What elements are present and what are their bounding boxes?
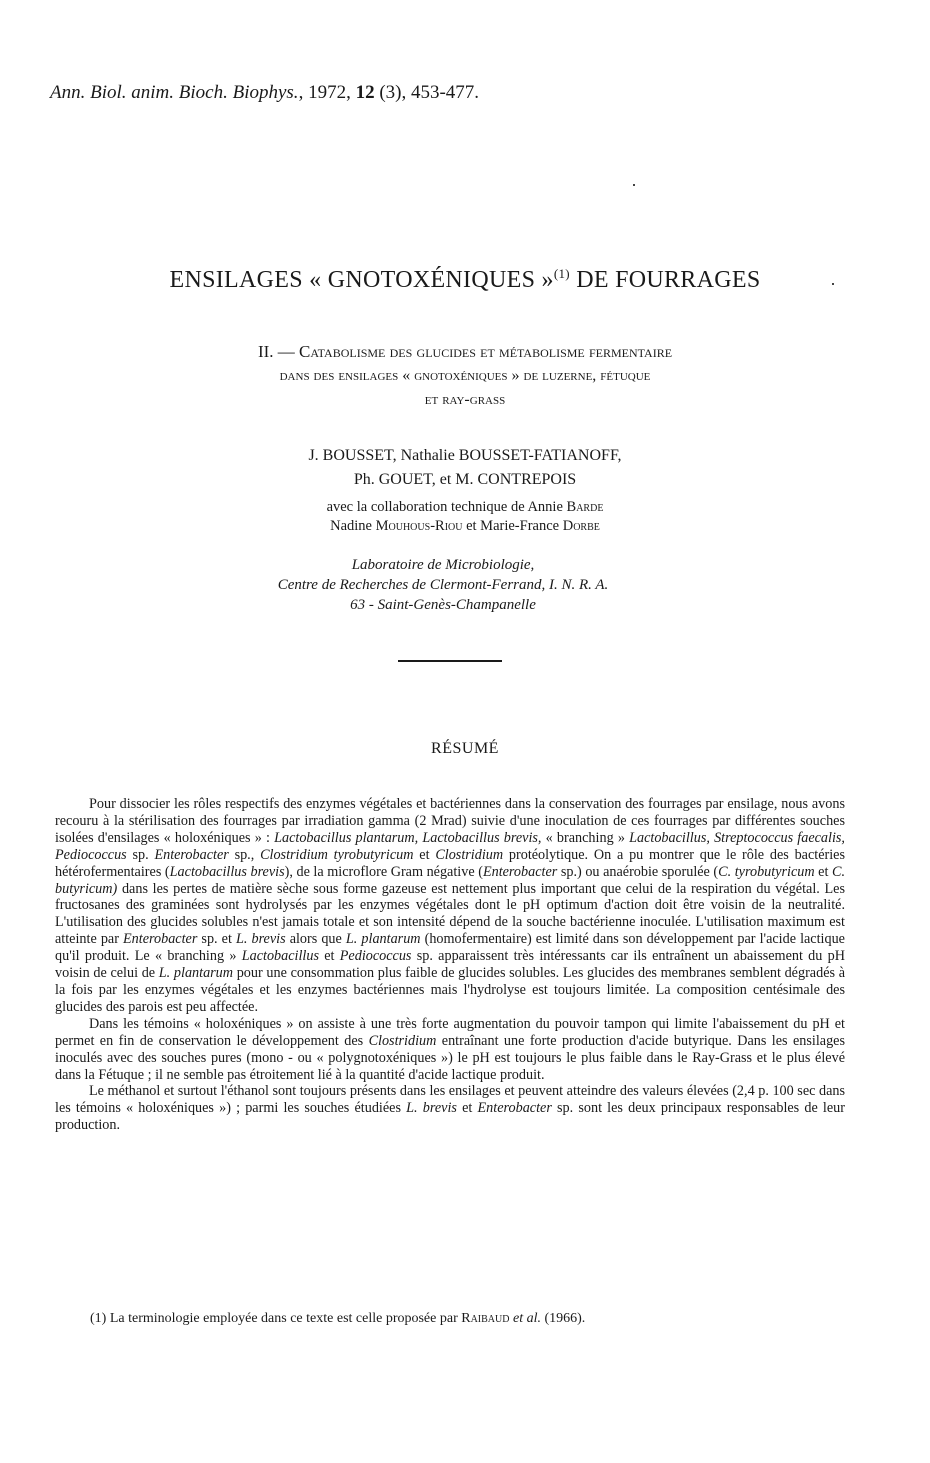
collaboration-text: Nadine: [330, 518, 376, 534]
laboratory-line-2: Centre de Recherches de Clermont-Ferrand, I. N. R. A.: [277, 577, 609, 593]
article-title: [0, 266, 930, 294]
text-run: Pour dissocier les rôles respectifs des enzymes végétales et bactériennes dans la conservation des fourrages par ensilage, nous avons recouru à la stérilisation des fourrages par irradiation gamma (2 Mrad) suivie d'une inoculation de ces fourrages par différentes souches isolées d'ensilages « holoxéniques » :: [55, 796, 845, 846]
species-name: L. plantarum: [345, 931, 421, 948]
footnote-year: (1966).: [540, 1311, 586, 1326]
text-run: dans les pertes de matière sèche sous forme gazeuse est nettement plus important que celui de la respiration du végétal. Les fructosanes des graminées sont hydrolysés par les enzymes végétales dont le pH optimum d'action doit être voisin de la neutralité. L'utilisation des glucides solubles n'est jamais totale et son intensité dépend de la souche bactérienne inoculée. L'utilisation maximum est atteinte par: [55, 880, 845, 948]
text-run: et: [413, 846, 436, 863]
laboratory-line-1: Laboratoire de Microbiologie,: [351, 557, 535, 573]
subtitle-line-1: II. — Catabolisme des glucides et métabolisme fermentaire: [257, 342, 673, 361]
citation-volume: 12: [355, 82, 375, 103]
journal-citation: [50, 82, 750, 104]
text-run: sp. sont les deux principaux responsables de leur production.: [55, 1100, 845, 1134]
species-name: Enterobacter: [123, 931, 198, 948]
text-run: sp. apparaissent très intéressants car ils entraînent un abaissement du pH voisin de celui de: [55, 948, 845, 982]
text-run: ), de la microflore Gram négative (: [284, 863, 483, 880]
laboratory-line-3: 63 - Saint-Genès-Champanelle: [350, 597, 536, 613]
citation-year: , 1972,: [298, 82, 356, 103]
footnote-text: La terminologie employée dans ce texte est celle proposée par: [106, 1311, 462, 1326]
journal-name: Ann. Biol. anim. Bioch. Biophys.: [50, 82, 299, 103]
article-subtitle: [100, 340, 830, 412]
species-name: L. brevis: [406, 1100, 457, 1117]
species-name: Enterobacter: [482, 863, 558, 880]
text-run: protéolytique. On a pu montrer que le rôle des bactéries hétérofermentaires (: [55, 846, 845, 880]
section-heading: RÉSUMÉ: [431, 740, 499, 757]
text-run: et: [456, 1100, 478, 1117]
species-name: Pediococcus: [339, 948, 412, 965]
title-text-end: DE FOURRAGES: [569, 267, 761, 293]
collaboration-text: avec la collaboration technique de Annie: [326, 499, 567, 515]
authors-line-1: J. BOUSSET, Nathalie BOUSSET-FATIANOFF,: [308, 447, 622, 464]
text-run: sp.) ou anaérobie sporulée (: [557, 863, 719, 880]
species-name: Enterobacter: [154, 846, 229, 863]
text-run: sp.,: [228, 846, 261, 863]
text-run: Le méthanol et surtout l'éthanol sont toujours présents dans les ensilages et peuvent atteindre des valeurs élevées (2,4 p. 100 sec dans les témoins « holoxéniques ») ; parmi les souches étudiées: [55, 1083, 845, 1117]
text-run: alors que: [285, 931, 346, 948]
species-name: Enterobacter: [477, 1100, 552, 1117]
footnote-mark: (1): [90, 1311, 107, 1326]
collaboration-line-1: [0, 499, 930, 516]
species-name: Clostridium: [435, 846, 504, 863]
species-name: Clostridium tyrobutyricum: [260, 846, 414, 863]
species-name: Lactobacillus, Streptococcus faecalis, Pediococcus: [55, 829, 845, 863]
collaborator-name: Dorbe: [562, 518, 600, 534]
title-footnote-mark: (1): [553, 266, 570, 281]
species-name: L. plantarum: [158, 965, 234, 982]
text-run: entraînant une forte production d'acide butyrique. Dans les ensilages inoculés avec des souches pures (mono - ou « polygnotoxéniques ») le pH est toujours le plus faible dans le Ray-Grass et le plus élevé dans la Fétuque ; il ne semble pas étroitement lié à la quantité d'acide lactique produit.: [55, 1032, 845, 1083]
text-run: et: [814, 863, 832, 880]
abstract-paragraph-2: [55, 1016, 845, 1084]
species-name: L. brevis: [235, 931, 286, 948]
scan-speck: [633, 184, 635, 186]
abstract-body: [55, 796, 845, 1134]
text-run: sp.: [126, 846, 155, 863]
collaboration-line-2: [0, 518, 930, 535]
collaboration-text: et Marie-France: [462, 518, 563, 534]
title-text: ENSILAGES « GNOTOXÉNIQUES »: [169, 267, 554, 293]
species-name: Lactobacillus brevis: [169, 863, 285, 880]
species-name: Lactobacillus plantarum, Lactobacillus brevis,: [274, 829, 542, 846]
text-run: et: [318, 948, 340, 965]
species-name: Clostridium: [368, 1032, 437, 1049]
footnote: [90, 1311, 850, 1327]
citation-pages: (3), 453-477.: [374, 82, 480, 103]
subtitle-line-2: dans des ensilages « gnotoxéniques » de luzerne, fétuque: [279, 367, 651, 384]
species-name: C. tyrobutyricum: [718, 863, 815, 880]
subtitle-line-3: et ray-grass: [424, 391, 506, 408]
text-run: sp. et: [197, 931, 236, 948]
text-run: Dans les témoins « holoxéniques » on assiste à une très forte augmentation du pouvoir tampon qui limite l'abaissement du pH et permet en fin de conservation le développement des: [55, 1015, 845, 1049]
species-name: C. butyricum): [55, 863, 845, 897]
footnote-author: Raibaud: [461, 1311, 510, 1326]
text-run: (homofermentaire) est limité dans son développement par l'acide lactique qu'il produit. Le « branching »: [55, 931, 845, 965]
text-run: pour une consommation plus faible de glucides solubles. Les glucides des membranes semblent dégradés à la fois par les enzymes végétales et les enzymes bactériennes mais l'hydrolyse est toujours limitée. La composition centésimale des glucides des parois est peu affectée.: [55, 965, 845, 1015]
species-name: Lactobacillus: [241, 948, 319, 965]
collaborator-name: Barde: [566, 499, 604, 515]
text-run: « branching »: [541, 829, 630, 846]
authors-line-2: Ph. GOUET, et M. CONTREPOIS: [353, 471, 577, 488]
scan-speck: [832, 283, 834, 285]
separator-rule: [398, 660, 502, 662]
collaborator-name: Mouhous-Riou: [375, 518, 463, 534]
abstract-paragraph-1: [55, 796, 845, 1016]
footnote-etal: et al.: [509, 1311, 541, 1326]
abstract-paragraph-3: [55, 1083, 845, 1134]
